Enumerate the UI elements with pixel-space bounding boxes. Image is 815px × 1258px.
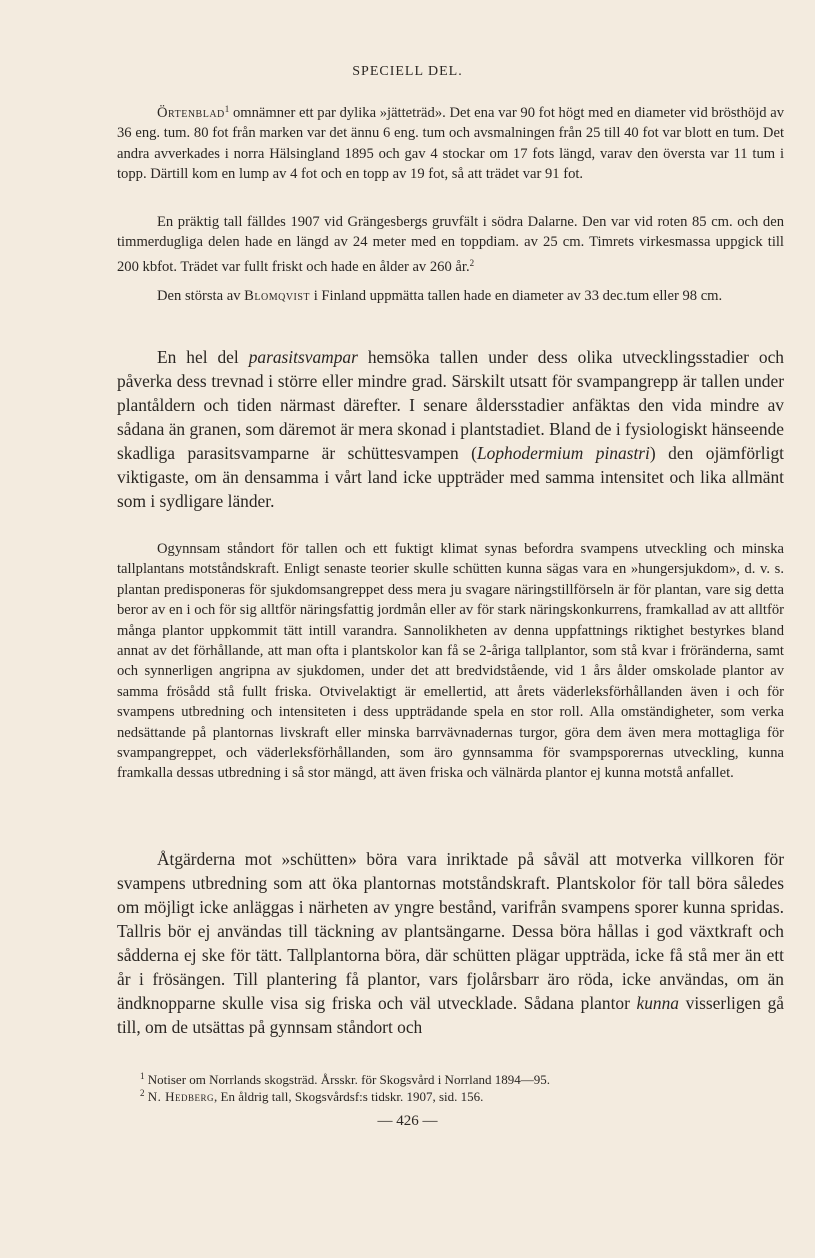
- running-header: SPECIELL DEL.: [352, 64, 463, 79]
- paragraph-text: hemsöka tallen under dess olika utvecklingsstadier och påverka dess trevnad i större eller mindre grad. Särskilt utsatt för svampangrepp är tallen under plantåldern och tiden närmast därefter. I senare åldersstadier anfäktas den vida mindre av sådana än granen, som däremot är mera skonad i plantstadiet. Bland de i fysiologiskt hänseende skadliga parasitsvamparne är schüttesvampen (: [117, 347, 784, 463]
- term-parasitsvampar: parasitsvampar: [248, 347, 358, 367]
- paragraph-text: ) den ojämförligt viktigaste, om än densamma i vårt land icke uppträder med samma intensitet och lika allmänt som i sydligare länder.: [117, 443, 784, 511]
- author-blomqvist: Blomqvist: [244, 288, 311, 304]
- footnote-author: N. Hedberg: [147, 1089, 215, 1104]
- paragraph-text: Den största av: [157, 288, 245, 304]
- emphasis-kunna: kunna: [636, 993, 680, 1013]
- footnote-text: Notiser om Norrlands skogsträd. Årsskr. för Skogsvård i Norrland 1894—95.: [147, 1072, 550, 1087]
- paragraph-text: En hel del: [157, 347, 249, 367]
- paragraph-atgarderna: [117, 847, 784, 1039]
- paragraph-text: omnämner ett par dylika »jätteträd». Det ena var 90 fot högt med en diameter vid brösthöjd av 36 eng. tum. 80 fot från marken var det ännu 6 eng. tum och avsmalningen från 25 till 40 fot var blott en tum. Det andra avverkades i norra Hälsingland 1895 och gav 4 stockar om 17 fots längd, varav den översta var 11 tum i topp. Därtill kom en lump av 4 fot och en topp av 19 fot, så att trädet var 91 fot.: [117, 105, 784, 183]
- paragraph-ortenblad: [117, 99, 784, 185]
- paragraph-text: En präktig tall fälldes 1907 vid Grängesbergs gruvfält i södra Dalarne. Den var vid roten 85 cm. och den timmerdugliga delen hade en längd av 24 meter med en toppdiam. av 25 cm. Timrets virkesmassa uppgick till 200 kbfot. Trädet var fullt friskt och hade en ålder av 260 år.: [117, 214, 784, 275]
- paragraph-blomqvist: [117, 286, 784, 306]
- paragraph-text: Åtgärderna mot »schütten» böra vara inriktade på såväl att motverka villkoren för svampens utbredning som att öka plantornas motståndskraft. Plantskolor för tall böra således om möjligt icke anläggas i närheten av yngre bestånd, varifrån svampens sporer kunna spridas. Tallris bör ej användas till täckning av plantsängarne. Dessa böra hållas i god växtkraft och sådderna ej ske för tätt. Tallplantorna böra, där schütten plägar uppträda, icke få stå mer än ett år i frösängen. Till plantering få plantor, vars fjolårsbarr äro röda, icke användas, om än ändknopparne skulle visa sig friska och väl utvecklade. Sådana plantor: [117, 849, 784, 1013]
- footnote-number: 2: [140, 1088, 145, 1098]
- footnote-ref-2: 2: [469, 257, 475, 268]
- footnote-ref-1: 1: [224, 104, 230, 114]
- footnote-2: [140, 1085, 780, 1105]
- paragraph-parasitsvampar: [117, 345, 784, 513]
- paragraph-text: visserligen gå till, om de utsättas på gynnsam ståndort och: [117, 993, 784, 1037]
- page-number: — 426 —: [377, 1113, 438, 1129]
- species-name: Lophodermium pinastri: [476, 443, 650, 463]
- footnote-text: , En åldrig tall, Skogsvårdsf:s tidskr. 1907, sid. 156.: [214, 1089, 484, 1104]
- paragraph-ogynnsam: [117, 539, 784, 784]
- author-ortenblad: Örtenblad: [157, 105, 225, 121]
- footnote-number: 1: [140, 1071, 145, 1081]
- paragraph-text: i Finland uppmätta tallen hade en diameter av 33 dec.tum eller 98 cm.: [310, 288, 723, 304]
- paragraph-grangesberg: [117, 212, 784, 277]
- paragraph-text: Ogynnsam ståndort för tallen och ett fuktigt klimat synas befordra svampens utveckling och minska tallplantans motståndskraft. Enligt senaste teorier skulle schütten kunna sägas vara en »hungersjukdom», d. v. s. plantan predisponeras för sjukdomsangreppet dess mera ju svagare näringstillförseln är för plantan, vare sig detta beror av en i och för sig alltför näringsfattig jordmån eller av för stark näringskonkurrens, framkallad av att alltför många plantor uppkommit tätt intill varandra. Sannolikheten av denna uppfattnings riktighet bestyrkes bland annat av det förhållande, att man ofta i plantskolor kan få se 2-åriga tallplantor, som stå kvar i fröränderna, samt och synnerligen angripna av sjukdomen, under det att bredvidstående, vid 1 års ålder omskolade plantor av samma frösådd stå fullt friska. Otvivelaktigt är emellertid, att årets väderleksförhållanden även i och för svampens utbredning och intensiteten i dess uppträdande spela en stor roll. Alla omständigheter, som verka nedsättande på plantornas livskraft eller minska barrvävnadernas turgor, göra dem även mera mottagliga för svampangreppet, och väderleksförhållanden, som äro gynnsamma för svampsporernas utveckling, kunna framkalla dessas utbredning i så stor mängd, att även friska och välnärda plantor ej kunna motstå anfallet.: [117, 541, 784, 782]
